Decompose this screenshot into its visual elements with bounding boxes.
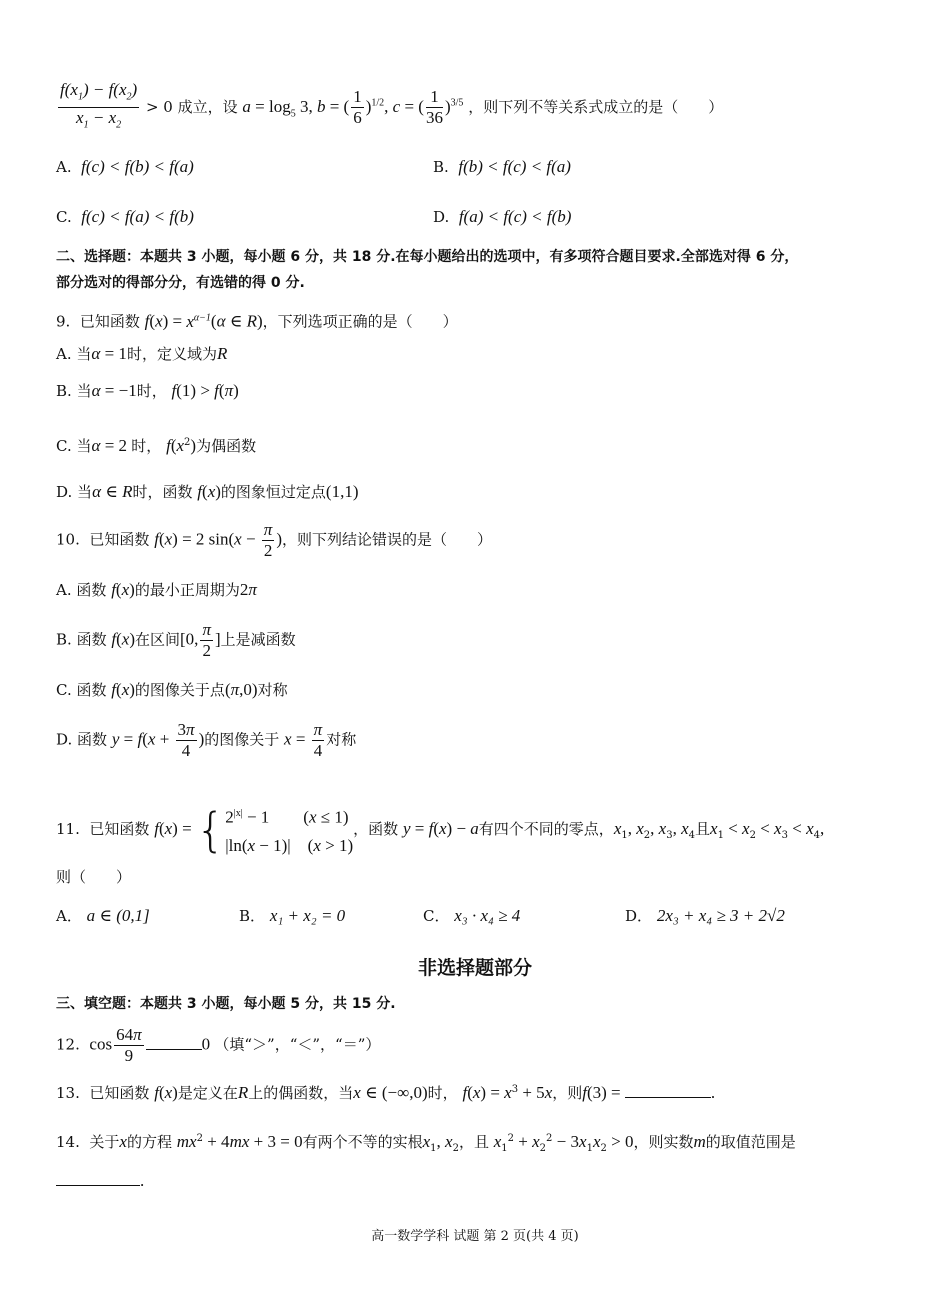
q10-option-a: A. 函数 f(x)的最小正周期为2π <box>56 580 257 599</box>
page-footer: 高一数学学科 试题 第 2 页(共 4 页) <box>371 1229 579 1244</box>
q8-fraction: $\frac{f(x_1) - f(x_2)}{x_1 - x_2}$ <box>60 80 138 131</box>
q9-option-b: B. 当α = −1时， f(1) > f(π) <box>56 381 239 400</box>
section3-heading: 三、填空题：本题共 3 小题，每小题 5 分，共 15 分. <box>56 996 396 1012</box>
q11-option-d: D． 2x₃ + x₄ ≥ 3 + 2√2 <box>625 906 785 925</box>
q10-stem: 10. 已知函数 f(x) = 2 sin(x − $\frac{\pi}{2}$ )，则下列结论错误的是（ ） <box>56 520 493 560</box>
q8-option-b: B. f(b) < f(c) < f(a) <box>433 157 571 176</box>
section2-line2: 部分选对的得部分分，有选错的得 0 分. <box>56 275 305 291</box>
q8-option-a: A. f(c) < f(b) < f(a) <box>56 157 194 176</box>
q11-option-b: B． x₁ + x₂ = 0 <box>239 906 346 925</box>
q14-answer-blank: . <box>56 1170 144 1192</box>
q11-stem: 11. 已知函数 f(x) = { $2^{|x|} - 1$ (x ≤ 1) |ln(x − 1)| (x > 1) ，函数 y = f(x) − a有四个不同的零点，$x_1$, $x_2$, $x_3$, $x_4$且$x_1 < x_2 < x_3 < x_4$, <box>56 800 824 860</box>
q11-piecewise: $2^{|x|} - 1$ (x ≤ 1) |ln(x − 1)| (x > 1) <box>225 807 354 855</box>
q10-option-c: C. 函数 f(x)的图像关于点(π,0)对称 <box>56 680 288 699</box>
q8-stem: $\frac{f(x_1) - f(x_2)}{x_1 - x_2}$ > 0 成立，设 $a = \log_5 3$, b = ( $\frac{1}{6}$ )$^{1/2}$, c = ( $\frac{1}{36}$ )$^{3/5}$ ，则下列不等关系式成立的是（ ） <box>56 80 723 136</box>
q8-option-d: D. f(a) < f(c) < f(b) <box>433 207 572 226</box>
q10-option-b: B. 函数 f(x)在区间[0, $\frac{\pi}{2}$ ]上是减函数 <box>56 620 296 660</box>
q11-then: 则（ ） <box>56 868 132 886</box>
q13-stem: 13. 已知函数 f(x)是定义在R上的偶函数，当x ∈ (−∞,0)时， $f(x) = x^3 + 5x$，则f(3) = . <box>56 1083 716 1102</box>
q11-option-c: C． x₃ · x₄ ≥ 4 <box>423 906 521 925</box>
q14-stem: 14. 关于x的方程 $mx^2 + 4mx + 3 = 0$有两个不等的实根$x_1$, $x_2$，且 $x_1^2 + x_2^2 - 3x_1x_2 > 0$，则实数m的取值范围是 <box>56 1132 796 1154</box>
part2-title: 非选择题部分 <box>417 957 532 979</box>
q9-option-c: C. 当α = 2 时， $f(x^2)$为偶函数 <box>56 436 257 455</box>
q11-option-a: A． a ∈ (0,1] <box>56 906 150 925</box>
q12-stem: 12. cos $\frac{64\pi}{9}$ 0 （填“＞”，“＜”，“＝”） <box>56 1025 381 1065</box>
q8-option-c: C. f(c) < f(a) < f(b) <box>56 207 194 226</box>
q9-stem: 9. 已知函数 $f(x) = x^{\alpha-1}(\alpha$ ∈ R)，下列选项正确的是（ ） <box>56 311 458 331</box>
q8-tail: ，则下列不等关系式成立的是（ ） <box>468 97 724 116</box>
q8-text-before: > 0 成立，设 <box>145 97 238 116</box>
q9-option-a: A. 当α = 1时，定义域为R <box>56 344 228 363</box>
q9-option-d: D. 当α ∈ R时，函数 f(x)的图象恒过定点(1,1) <box>56 482 359 501</box>
q10-option-d: D. 函数 y = f(x + $\frac{3\pi}{4}$ )的图像关于 x = $\frac{\pi}{4}$ 对称 <box>56 720 357 760</box>
section2-line1: 二、选择题：本题共 3 小题，每小题 6 分，共 18 分.在每小题给出的选项中，有多项符合题目要求.全部选对得 6 分， <box>56 249 799 265</box>
